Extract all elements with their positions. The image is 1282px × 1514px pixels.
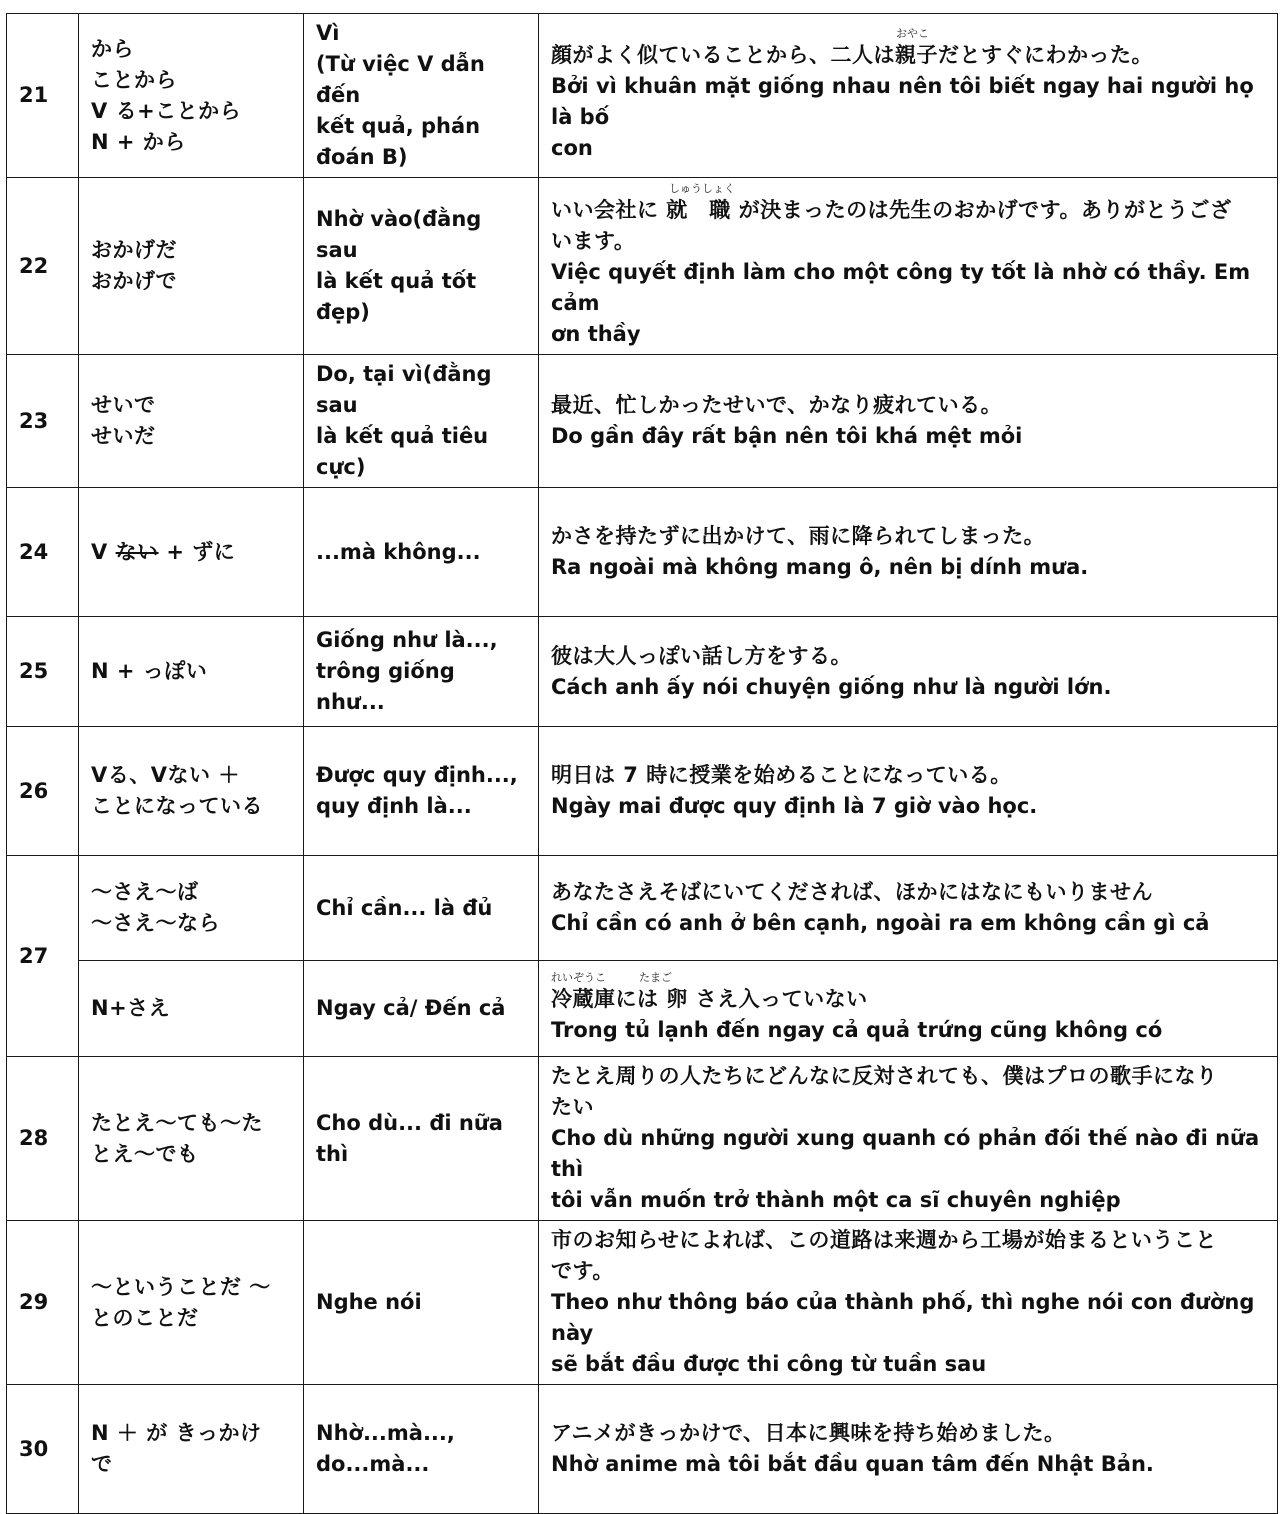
row-number: 27 <box>7 856 79 1057</box>
example <box>539 355 1278 488</box>
meaning-line: kết quả, phán <box>316 114 481 138</box>
furigana: おやこ <box>896 27 929 40</box>
pattern-line: N + っぽい <box>91 659 208 683</box>
example <box>539 961 1278 1057</box>
pattern-line: ～ということだ ～ <box>91 1274 271 1299</box>
table-row <box>7 1057 1278 1221</box>
meaning-line: là kết quả tiêu cực) <box>316 424 496 479</box>
meaning-line: Chỉ cần... là đủ <box>316 895 493 920</box>
example-vietnamese: Nhờ anime mà tôi bắt đầu quan tâm đến Nhật Bản. <box>551 1452 1154 1476</box>
row-number: 23 <box>7 355 79 488</box>
example-japanese: 顔がよく似ていることから、二人は親子だとすぐにわかった。 <box>551 43 1153 67</box>
row-number: 26 <box>7 727 79 856</box>
example <box>539 488 1278 617</box>
pattern-line: おかげだ <box>91 238 177 262</box>
meaning-line: Được quy định..., <box>316 763 518 787</box>
pattern-line: V る+ことから <box>91 98 242 123</box>
example-japanese: 冷蔵庫には 卵 さえ入っていない <box>551 987 868 1011</box>
meaning-line: Nhờ vào(đằng sau <box>316 207 489 262</box>
meaning-line: (Từ việc V dẫn đến <box>316 52 493 107</box>
grammar-pattern <box>79 14 304 178</box>
pattern-line: とのことだ <box>91 1305 199 1330</box>
grammar-table <box>6 13 1278 1514</box>
example <box>539 617 1278 727</box>
example-vietnamese: Trong tủ lạnh đến ngay cả quả trứng cũng không có <box>551 1018 1163 1042</box>
row-number: 22 <box>7 178 79 355</box>
example-vietnamese: Ra ngoài mà không mang ô, nên bị dính mưa. <box>551 555 1089 579</box>
meaning-line: trông giống như... <box>316 659 463 714</box>
example-vietnamese: Theo như thông báo của thành phố, thì nghe nói con đường này <box>551 1290 1255 1345</box>
example-vietnamese: ơn thầy <box>551 322 641 346</box>
pattern-line: おかげで <box>91 269 177 293</box>
example <box>539 178 1278 355</box>
table-row <box>7 488 1278 617</box>
meaning-line: Cho dù... đi nữa thì <box>316 1110 511 1166</box>
meaning-line: Giống như là..., <box>316 628 498 652</box>
example-japanese: 彼は大人っぽい話し方をする。 <box>551 643 852 668</box>
table-row <box>7 856 1278 961</box>
example-vietnamese: Cho dù những người xung quanh có phản đối thế nào đi nữa thì <box>551 1126 1260 1181</box>
meaning <box>304 617 539 727</box>
meaning-line: ...mà không... <box>316 539 481 564</box>
pattern-line: N ＋ が きっかけ <box>91 1421 262 1445</box>
example-japanese: たい <box>551 1095 594 1119</box>
row-number: 25 <box>7 617 79 727</box>
furigana: れいぞうこ たまご <box>551 971 672 984</box>
pattern-line: ことになっている <box>91 794 263 818</box>
example-vietnamese: Chỉ cần có anh ở bên cạnh, ngoài ra em không cần gì cả <box>551 911 1210 935</box>
meaning-line: là kết quả tốt đẹp) <box>316 269 484 324</box>
pattern-line: N + から <box>91 129 186 154</box>
example-japanese: かさを持たずに出かけて、雨に降られてしまった。 <box>551 524 1046 548</box>
example-vietnamese: tôi vẫn muốn trở thành một ca sĩ chuyên nghiệp <box>551 1188 1121 1212</box>
table-row <box>7 14 1278 178</box>
example-vietnamese: Ngày mai được quy định là 7 giờ vào học. <box>551 794 1038 818</box>
example <box>539 1057 1278 1221</box>
row-number: 21 <box>7 14 79 178</box>
grammar-pattern <box>79 488 304 617</box>
meaning <box>304 488 539 617</box>
grammar-pattern <box>79 727 304 856</box>
grammar-pattern <box>79 178 304 355</box>
pattern-line: から <box>91 36 134 61</box>
grammar-pattern <box>79 1057 304 1221</box>
meaning-line: Do, tại vì(đằng sau <box>316 362 499 417</box>
example <box>539 1385 1278 1514</box>
pattern-line: ～さえ～ば <box>91 880 199 904</box>
example-japanese: 明日は 7 時に授業を始めることになっている。 <box>551 763 1012 787</box>
pattern-line: せいだ <box>91 424 156 448</box>
grammar-pattern <box>79 1385 304 1514</box>
example-japanese: アニメがきっかけで、日本に興味を持ち始めました。 <box>551 1421 1066 1445</box>
grammar-pattern <box>79 617 304 727</box>
pattern-line: たとえ～ても～た <box>91 1110 263 1135</box>
grammar-pattern <box>79 1221 304 1385</box>
pattern-struck: ない <box>115 539 159 564</box>
meaning-line: Ngay cả/ Đến cả <box>316 996 506 1020</box>
pattern-line: N+さえ <box>91 996 171 1020</box>
meaning <box>304 178 539 355</box>
example-japanese: います。 <box>551 229 636 253</box>
row-number: 30 <box>7 1385 79 1514</box>
table-row <box>7 1385 1278 1514</box>
grammar-pattern <box>79 961 304 1057</box>
meaning <box>304 355 539 488</box>
example-japanese: あなたさえそばにいてくだされば、ほかにはなにもいりません <box>551 880 1153 904</box>
meaning-line: Nghe nói <box>316 1290 422 1314</box>
example-vietnamese: Do gần đây rất bận nên tôi khá mệt mỏi <box>551 424 1023 448</box>
meaning-line: đoán B) <box>316 145 408 169</box>
pattern-line: ことから <box>91 67 177 92</box>
meaning-line: quy định là... <box>316 794 472 818</box>
meaning <box>304 1057 539 1221</box>
meaning <box>304 727 539 856</box>
row-number: 29 <box>7 1221 79 1385</box>
example-vietnamese: Bởi vì khuân mặt giống nhau nên tôi biết ngay hai người họ là bố <box>551 74 1254 129</box>
example <box>539 1221 1278 1385</box>
meaning <box>304 1221 539 1385</box>
table-row <box>7 178 1278 355</box>
example-vietnamese: sẽ bắt đầu được thi công từ tuần sau <box>551 1352 987 1376</box>
meaning <box>304 1385 539 1514</box>
grammar-pattern <box>79 856 304 961</box>
example-vietnamese: Việc quyết định làm cho một công ty tốt là nhờ có thầy. Em cảm <box>551 260 1251 315</box>
meaning-line: Nhờ...mà..., <box>316 1421 455 1445</box>
meaning <box>304 961 539 1057</box>
row-number: 28 <box>7 1057 79 1221</box>
grammar-pattern <box>79 355 304 488</box>
meaning <box>304 14 539 178</box>
example <box>539 727 1278 856</box>
example-japanese: 市のお知らせによれば、この道路は来週から工場が始まるということ <box>551 1228 1217 1252</box>
table-row <box>7 961 1278 1057</box>
example-japanese: 最近、忙しかったせいで、かなり疲れている。 <box>551 393 1003 417</box>
pattern-line: ～さえ～なら <box>91 911 220 935</box>
example-vietnamese: con <box>551 136 593 160</box>
table-row <box>7 355 1278 488</box>
table-row <box>7 617 1278 727</box>
table-row <box>7 1221 1278 1385</box>
example-japanese: いい会社に 就 職 が決まったのは先生のおかげです。ありがとうござ <box>551 198 1232 222</box>
example-japanese: です。 <box>551 1259 614 1283</box>
pattern-prefix: V <box>91 539 116 564</box>
pattern-line: で <box>91 1452 113 1476</box>
example-vietnamese: Cách anh ấy nói chuyện giống như là người lớn. <box>551 674 1112 699</box>
pattern-line: とえ～でも <box>91 1141 199 1166</box>
pattern-line: せいで <box>91 393 156 417</box>
pattern-line: Vる、Vない ＋ <box>91 763 240 787</box>
meaning <box>304 856 539 961</box>
example <box>539 14 1278 178</box>
meaning-line: do...mà... <box>316 1452 430 1476</box>
meaning-line: Vì <box>316 21 340 45</box>
example-japanese: たとえ周りの人たちにどんなに反対されても、僕はプロの歌手になり <box>551 1064 1218 1088</box>
example <box>539 856 1278 961</box>
pattern-suffix: + ずに <box>158 539 236 564</box>
row-number: 24 <box>7 488 79 617</box>
furigana: しゅうしょく <box>669 182 735 195</box>
table-row <box>7 727 1278 856</box>
